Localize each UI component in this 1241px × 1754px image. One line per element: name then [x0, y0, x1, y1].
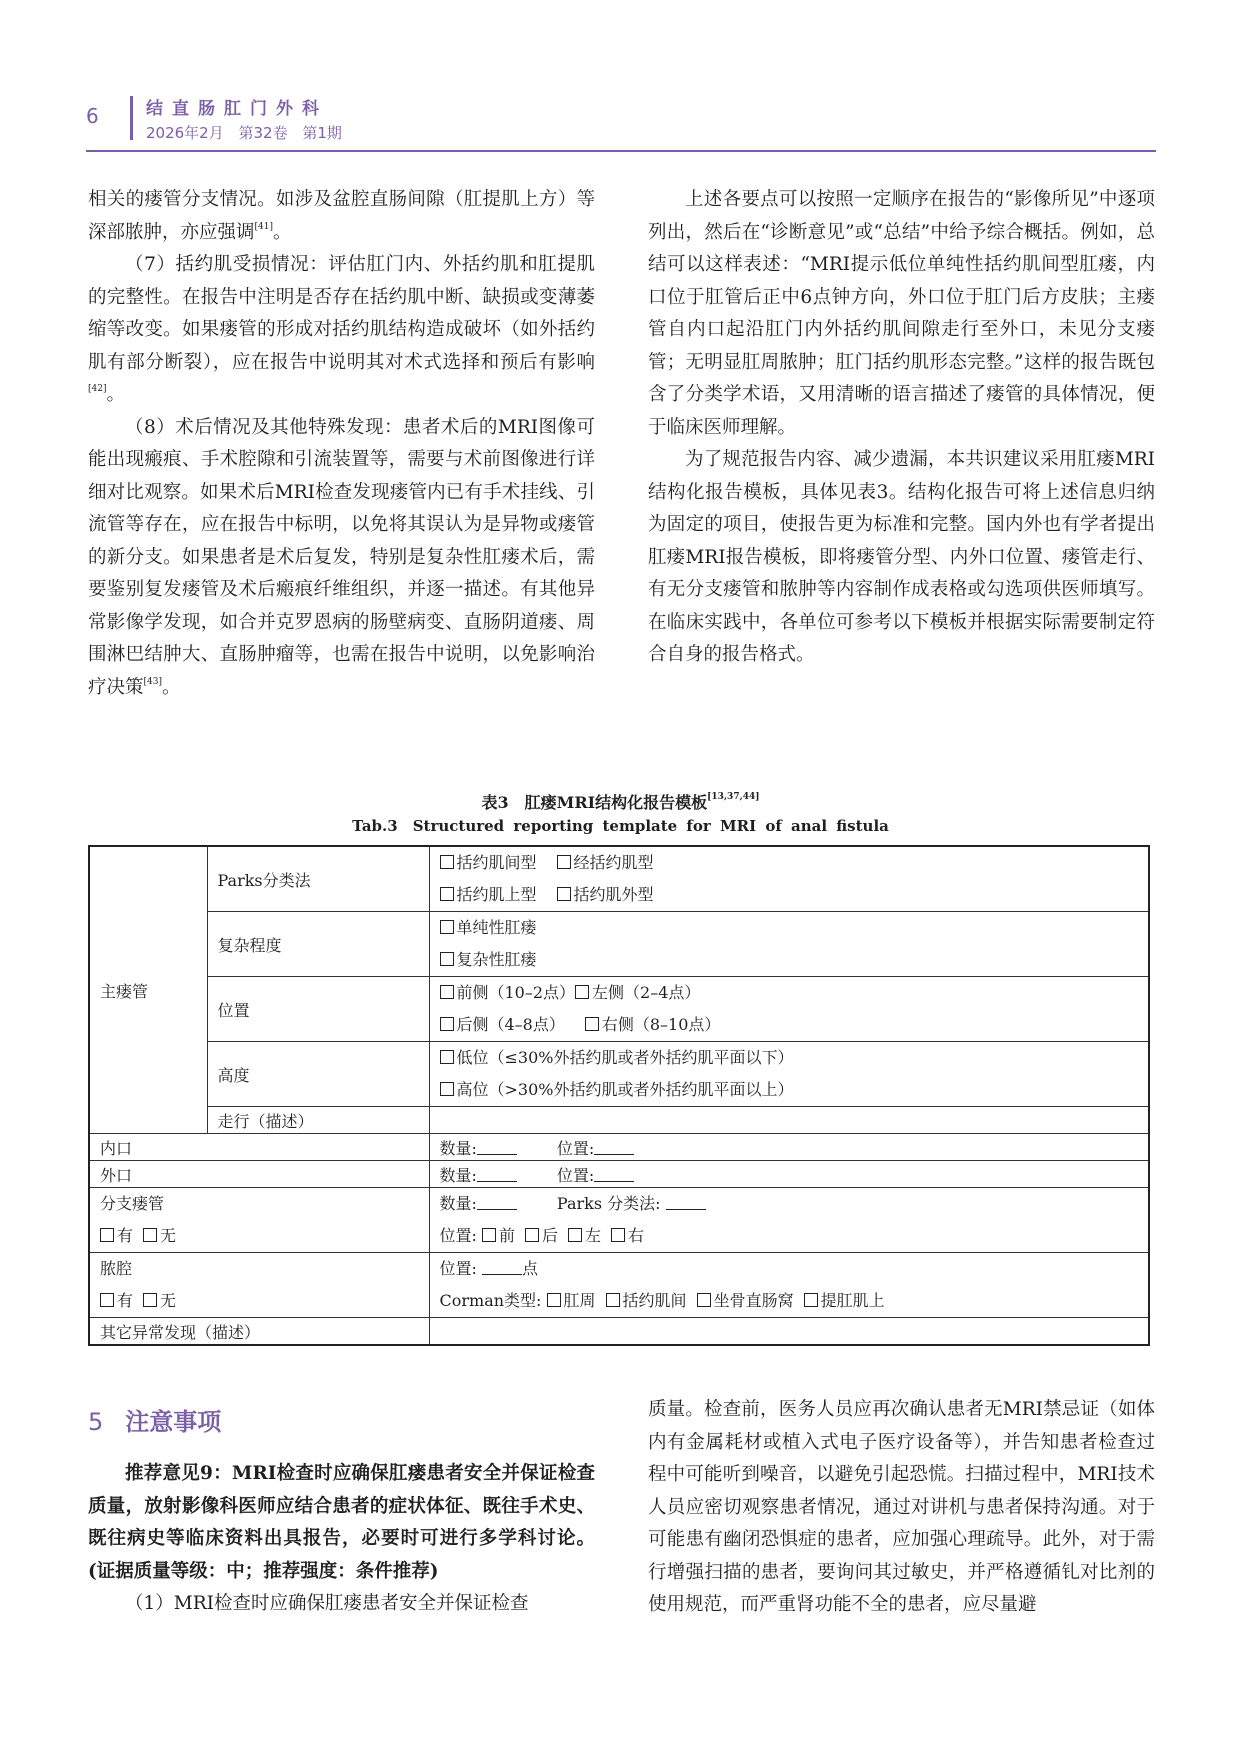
parks-label: Parks分类法	[207, 846, 429, 912]
count-blank[interactable]	[477, 1167, 517, 1182]
checkbox[interactable]	[804, 1293, 818, 1307]
header-rule	[86, 150, 1156, 152]
checkbox[interactable]	[100, 1293, 114, 1307]
recommendation: 推荐意见9：MRI检查时应确保肛瘘患者安全并保证检查质量，放射影像科医师应结合患者的症状体征、既往手术史、既往病史等临床资料出具报告，必要时可进行多学科讨论。(证据质量等级：中；推荐强度：条件推荐)	[88, 1463, 595, 1582]
checkbox[interactable]	[440, 952, 454, 966]
checkbox[interactable]	[440, 1082, 454, 1096]
checkbox[interactable]	[440, 1017, 454, 1031]
checkbox[interactable]	[143, 1228, 157, 1242]
table-row: 复杂程度 单纯性肛瘘 复杂性肛瘘	[89, 912, 1149, 977]
position-label: 位置	[207, 977, 429, 1042]
abscess-label: 脓腔	[100, 1259, 133, 1278]
checkbox[interactable]	[557, 855, 571, 869]
position-blank[interactable]	[594, 1140, 634, 1155]
checkbox[interactable]	[568, 1228, 582, 1242]
structured-report-table	[88, 845, 1150, 1346]
checkbox[interactable]	[525, 1228, 539, 1242]
table-row: 分支瘘管 有 无 数量: Parks 分类法: 位置: 前 后 左 右	[89, 1188, 1149, 1253]
table-row: 位置 前侧（10–2点） 左侧（2–4点） 后侧（4–8点） 右侧（8–10点）	[89, 977, 1149, 1042]
main-tract-cell: 主瘘管	[89, 846, 207, 1134]
table-row	[89, 1318, 1149, 1346]
paragraph: 质量。检查前，医务人员应再次确认患者无MRI禁忌证（如体内有金属耗材或植入式电子医疗设备等），并告知患者检查过程中可能听到噪音，以避免引起恐慌。扫描过程中，MRI技术人员应密切观察患者情况，通过对讲机与患者保持沟通。对于可能患有幽闭恐惧症的患者，应加强心理疏导。此外，对于需行增强扫描的患者，要询问其过敏史，并严格遵循钆对比剂的使用规范，而严重肾功能不全的患者，应尽量避	[648, 1399, 1155, 1615]
count-blank[interactable]	[477, 1140, 517, 1155]
checkbox[interactable]	[143, 1293, 157, 1307]
citation: [43]	[143, 676, 162, 687]
checkbox[interactable]	[440, 920, 454, 934]
checkbox[interactable]	[611, 1228, 625, 1242]
header-accent-bar	[130, 96, 133, 140]
course-label: 走行（描述）	[207, 1107, 429, 1134]
checkbox[interactable]	[100, 1228, 114, 1242]
table-row: 脓腔 有 无 位置: 点 Corman类型: 肛周 括约肌间 坐骨直肠窝 提肛肌上	[89, 1253, 1149, 1318]
position-blank[interactable]	[594, 1167, 634, 1182]
journal-title: 结直肠肛门外科	[146, 99, 328, 119]
internal-opening-label: 内口	[89, 1134, 429, 1161]
table-caption-en: Tab.3 Structured reporting template for MRI of anal fistula	[352, 817, 889, 835]
paragraph: （8）术后情况及其他特殊发现：患者术后的MRI图像可能出现瘢痕、手术腔隙和引流装置等，需要与术前图像进行详细对比观察。如果术后MRI检查发现瘘管内已有手术挂线、引流管等存在，应在报告中标明，以免将其误认为是异物或瘘管的新分支。如果患者是术后复发，特别是复杂性肛瘘术后，需要鉴别复发瘘管及术后瘢痕纤维组织，并逐一描述。有其他异常影像学发现，如合并克罗恩病的肠壁病变、直肠阴道瘘、周围淋巴结肿大、直肠肿瘤等，也需在报告中说明，以免影响治疗决策[43]。	[88, 416, 595, 698]
other-findings-label: 其它异常发现（描述）	[89, 1318, 429, 1346]
checkbox[interactable]	[557, 887, 571, 901]
checkbox[interactable]	[440, 985, 454, 999]
branch-label: 分支瘘管	[100, 1194, 165, 1213]
table-caption-cn: 表3 肛瘘MRI结构化报告模板[13,37,44]	[481, 792, 760, 812]
checkbox[interactable]	[547, 1293, 561, 1307]
page-number: 6	[86, 104, 99, 128]
other-findings-field[interactable]	[429, 1318, 1149, 1346]
checkbox[interactable]	[482, 1228, 496, 1242]
citation: [42]	[88, 384, 107, 394]
paragraph: 相关的瘘管分支情况。如涉及盆腔直肠间隙（肛提肌上方）等深部脓肿，亦应强调[41]。	[88, 189, 595, 243]
table-row: 高度 低位（≤30%外括约肌或者外括约肌平面以下） 高位（>30%外括约肌或者外括约肌平面以上）	[89, 1042, 1149, 1107]
checkbox[interactable]	[440, 855, 454, 869]
parks-blank[interactable]	[666, 1195, 706, 1210]
paragraph: 上述各要点可以按照一定顺序在报告的“影像所见”中逐项列出，然后在“诊断意见”或“总结”中给予综合概括。例如，总结可以这样表述：“MRI提示低位单纯性括约肌间型肛瘘，内口位于肛管后正中6点钟方向，外口位于肛门后方皮肤；主瘘管自内口起沿肛门内外括约肌间隙走行至外口，未见分支瘘管；无明显肛周脓肿；肛门括约肌形态完整。”这样的报告既包含了分类学术语，又用清晰的语言描述了瘘管的具体情况，便于临床医师理解。	[648, 189, 1155, 438]
checkbox[interactable]	[585, 1017, 599, 1031]
section-heading: 5 注意事项	[88, 1408, 222, 1436]
complexity-label: 复杂程度	[207, 912, 429, 977]
bottom-left-column	[88, 1458, 595, 1621]
table-row: 内口 数量: 位置:	[89, 1134, 1149, 1161]
table-row: 外口 数量: 位置:	[89, 1161, 1149, 1188]
right-column	[648, 184, 1155, 672]
position-blank[interactable]	[482, 1260, 522, 1275]
table-row	[89, 1107, 1149, 1134]
paragraph: 为了规范报告内容、减少遗漏，本共识建议采用肛瘘MRI结构化报告模板，具体见表3。结构化报告可将上述信息归纳为固定的项目，使报告更为标准和完整。国内外也有学者提出肛瘘MRI报告模板，即将瘘管分型、内外口位置、瘘管走行、有无分支瘘管和脓肿等内容制作成表格或勾选项供医师填写。在临床实践中，各单位可参考以下模板并根据实际需要制定符合自身的报告格式。	[648, 449, 1155, 665]
left-column	[88, 184, 595, 704]
citation: [13,37,44]	[707, 792, 760, 802]
checkbox[interactable]	[440, 1050, 454, 1064]
course-field[interactable]	[429, 1107, 1149, 1134]
paragraph: （7）括约肌受损情况：评估肛门内、外括约肌和肛提肌的完整性。在报告中注明是否存在括约肌中断、缺损或变薄萎缩等改变。如果瘘管的形成对括约肌结构造成破坏（如外括约肌有部分断裂），应在报告中说明其对术式选择和预后有影响[42]。	[88, 254, 595, 405]
height-label: 高度	[207, 1042, 429, 1107]
external-opening-label: 外口	[89, 1161, 429, 1188]
issue-info: 2026年2月 第32卷 第1期	[146, 124, 342, 142]
checkbox[interactable]	[606, 1293, 620, 1307]
checkbox[interactable]	[697, 1293, 711, 1307]
checkbox[interactable]	[575, 985, 589, 999]
table-row: 主瘘管 Parks分类法 括约肌间型 经括约肌型 括约肌上型 括约肌外型	[89, 846, 1149, 912]
checkbox[interactable]	[440, 887, 454, 901]
citation: [41]	[254, 221, 273, 232]
bottom-right-column	[648, 1394, 1155, 1622]
count-blank[interactable]	[477, 1195, 517, 1210]
paragraph: （1）MRI检查时应确保肛瘘患者安全并保证检查	[125, 1593, 529, 1614]
